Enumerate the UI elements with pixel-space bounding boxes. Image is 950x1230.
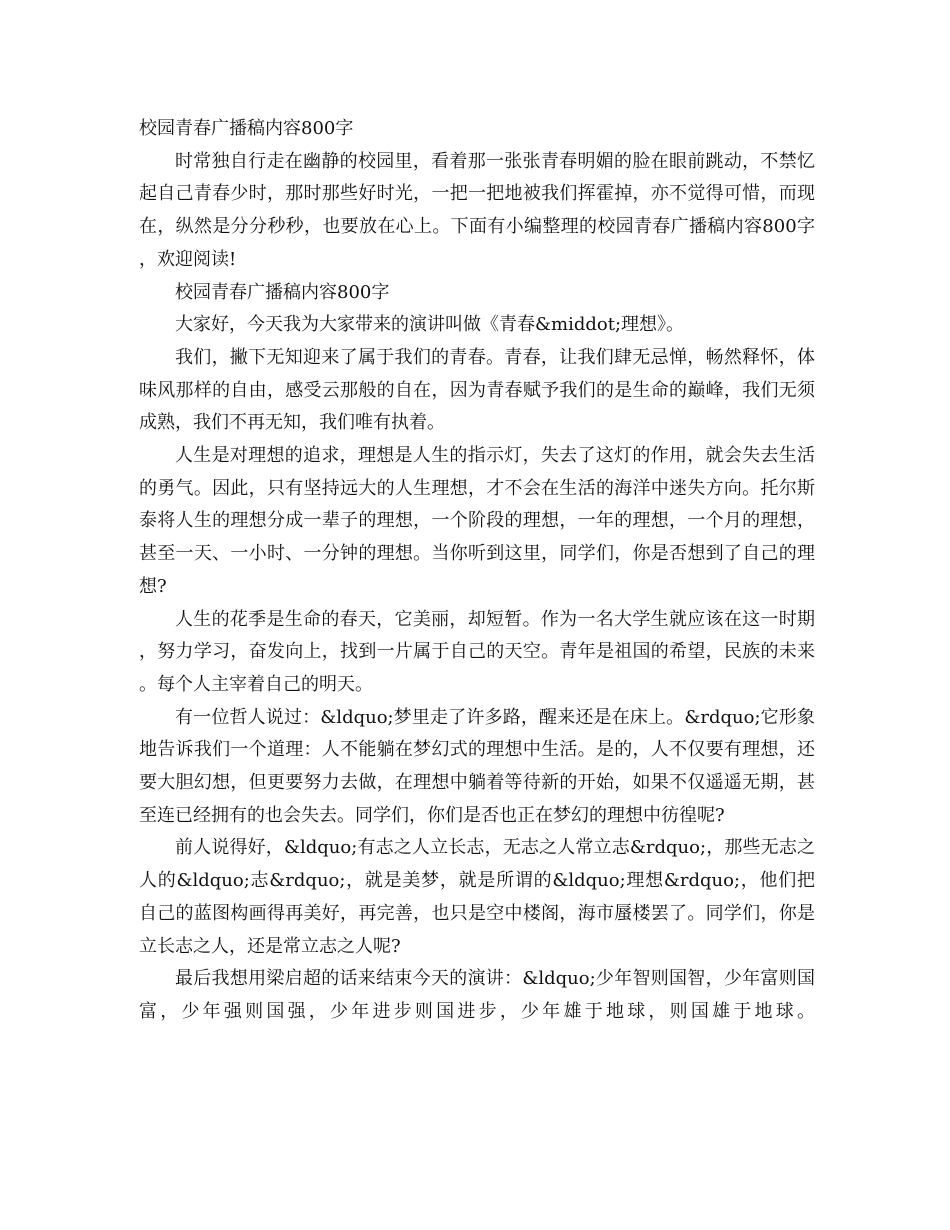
closing-paragraph: 最后我想用梁启超的话来结束今天的演讲：&ldquo;少年智则国智，少年富则国富，少年强则国强，少年进步则国进步，少年雄于地球，则国雄于地球。 <box>139 968 815 1022</box>
body-paragraph: 人生的花季是生命的春天，它美丽，却短暂。作为一名大学生就应该在这一时期，努力学习，奋发向上，找到一片属于自己的天空。青年是祖国的希望，民族的未来。每个人主宰着自己的明天。 <box>139 608 815 695</box>
body-paragraph: 有一位哲人说过：&ldquo;梦里走了许多路，醒来还是在床上。&rdquo;它形象地告诉我们一个道理：人不能躺在梦幻式的理想中生活。是的，人不仅要有理想，还要大胆幻想，但更要努力去做，在理想中躺着等待新的开始，如果不仅遥遥无期，甚至连已经拥有的也会失去。同学们，你们是否也正在梦幻的理想中彷徨呢? <box>139 706 815 826</box>
body-paragraph: 人生是对理想的追求，理想是人生的指示灯，失去了这灯的作用，就会失去生活的勇气。因此，只有坚持远大的人生理想，才不会在生活的海洋中迷失方向。托尔斯泰将人生的理想分成一辈子的理想，一个阶段的理想，一年的理想，一个月的理想，甚至一天、一小时、一分钟的理想。当你听到这里，同学们，你是否想到了自己的理想? <box>139 445 815 597</box>
body-paragraph: 我们，撇下无知迎来了属于我们的青春。青春，让我们肆无忌惮，畅然释怀，体味风那样的自由，感受云那般的自在，因为青春赋予我们的是生命的巅峰，我们无须成熟，我们不再无知，我们唯有执着。 <box>139 346 815 434</box>
body-paragraph: 前人说得好，&ldquo;有志之人立长志，无志之人常立志&rdquo;，那些无志之人的&ldquo;志&rdquo;，就是美梦，就是所谓的&ldquo;理想&rdquo;，他们把自己的蓝图构画得再美好，再完善，也只是空中楼阁，海市蜃楼罢了。同学们，你是立长志之人，还是常立志之人呢? <box>139 837 815 957</box>
section-heading: 校园青春广播稿内容800字 <box>175 281 390 303</box>
document-page <box>139 113 815 1029</box>
document-title: 校园青春广播稿内容800字 <box>139 118 354 139</box>
greeting-paragraph: 大家好，今天我为大家带来的演讲叫做《青春&middot;理想》。 <box>175 314 685 336</box>
intro-paragraph: 时常独自行走在幽静的校园里，看着那一张张青春明媚的脸在眼前跳动，不禁忆起自己青春少时，那时那些好时光，一把一把地被我们挥霍掉，亦不觉得可惜，而现在，纵然是分分秒秒，也要放在心上。下面有小编整理的校园青春广播稿内容800字，欢迎阅读! <box>139 150 815 270</box>
